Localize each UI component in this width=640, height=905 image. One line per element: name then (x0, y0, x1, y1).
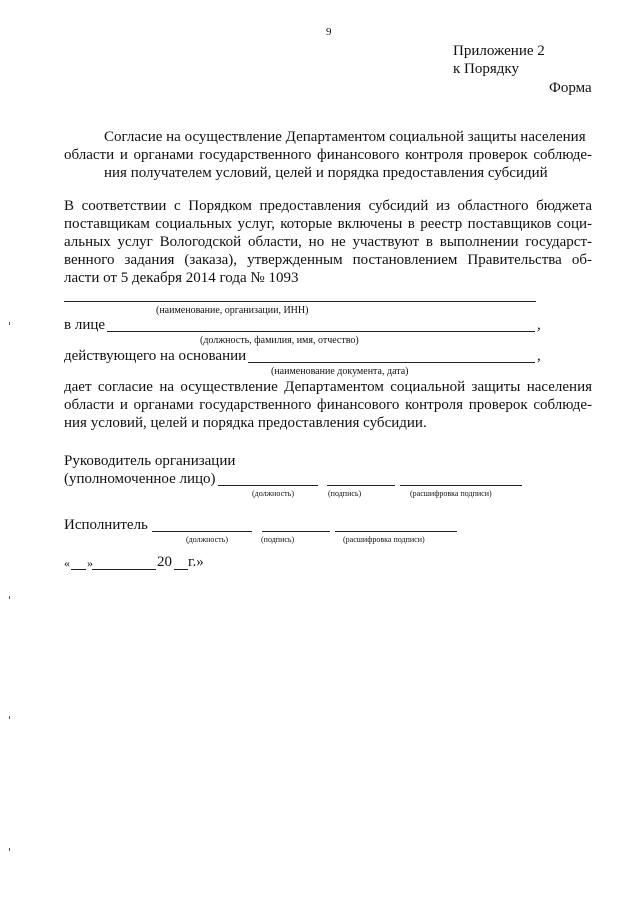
title-line-3: ния получателем условий, целей и порядка предоставления субсидий (104, 165, 548, 181)
basis-field-line (248, 362, 535, 363)
intro-line-3: альных услуг Вологодской области, но не участвуют в выполнении государст- (64, 234, 592, 250)
date-day-line (71, 569, 86, 570)
executor-decode-caption: (расшифровка подписи) (343, 535, 425, 544)
intro-line-1: В соответствии с Порядком предоставления субсидий из областного бюджета (64, 198, 592, 214)
page-number: 9 (326, 26, 332, 38)
consent-line-2: области и органами государственного финансового контроля проверок соблюде- (64, 397, 592, 413)
organization-field-caption: (наименование, организации, ИНН) (156, 305, 309, 316)
head-decode-caption: (расшифровка подписи) (410, 489, 492, 498)
basis-field-label: действующего на основании (64, 348, 247, 364)
person-field-caption: (должность, фамилия, имя, отчество) (200, 335, 359, 346)
basis-field-comma: , (537, 348, 541, 364)
scan-mark (9, 848, 10, 851)
executor-position-line (152, 531, 252, 532)
date-close-quote: » (87, 556, 93, 570)
scan-mark (9, 596, 10, 599)
head-signature-line (327, 485, 395, 486)
head-signature-caption: (подпись) (328, 489, 362, 498)
intro-line-5: ласти от 5 декабря 2014 года № 1093 (64, 270, 299, 286)
date-year-suffix: г.» (188, 554, 204, 570)
date-open-quote: « (64, 556, 70, 570)
title-line-2: области и органами государственного финансового контроля проверок соблюде- (64, 147, 592, 163)
executor-position-caption: (должность) (186, 535, 228, 544)
consent-line-3: ния условий, целей и порядка предоставления субсидии. (64, 415, 427, 431)
intro-line-4: венного задания (заказа), утвержденным постановлением Правительства об- (64, 252, 592, 268)
basis-field-caption: (наименование документа, дата) (271, 366, 409, 377)
executor-signature-line (262, 531, 330, 532)
date-year-line (174, 569, 188, 570)
head-decode-line (400, 485, 522, 486)
title-line-1: Согласие на осуществление Департаментом социальной защиты населения (104, 129, 586, 145)
person-field-label: в лице (64, 317, 106, 333)
head-signature-label-1: Руководитель организации (64, 453, 236, 469)
executor-label: Исполнитель (64, 517, 148, 533)
organization-field-line (64, 301, 536, 302)
appendix-reference: к Порядку (453, 61, 519, 77)
form-label: Форма (549, 80, 592, 96)
intro-line-2: поставщикам социальных услуг, которые включены в реестр поставщиков соци- (64, 216, 592, 232)
scan-mark (9, 322, 10, 325)
person-field-line (107, 331, 535, 332)
head-signature-label-2: (уполномоченное лицо) (64, 471, 216, 487)
executor-signature-caption: (подпись) (261, 535, 295, 544)
date-year-prefix: 20 (157, 554, 172, 570)
appendix-label: Приложение 2 (453, 43, 545, 59)
head-position-line (218, 485, 318, 486)
executor-decode-line (335, 531, 457, 532)
head-position-caption: (должность) (252, 489, 294, 498)
date-month-line (92, 569, 156, 570)
scan-mark (9, 716, 10, 719)
consent-line-1: дает согласие на осуществление Департаментом социальной защиты населения (64, 379, 592, 395)
person-field-comma: , (537, 317, 541, 333)
